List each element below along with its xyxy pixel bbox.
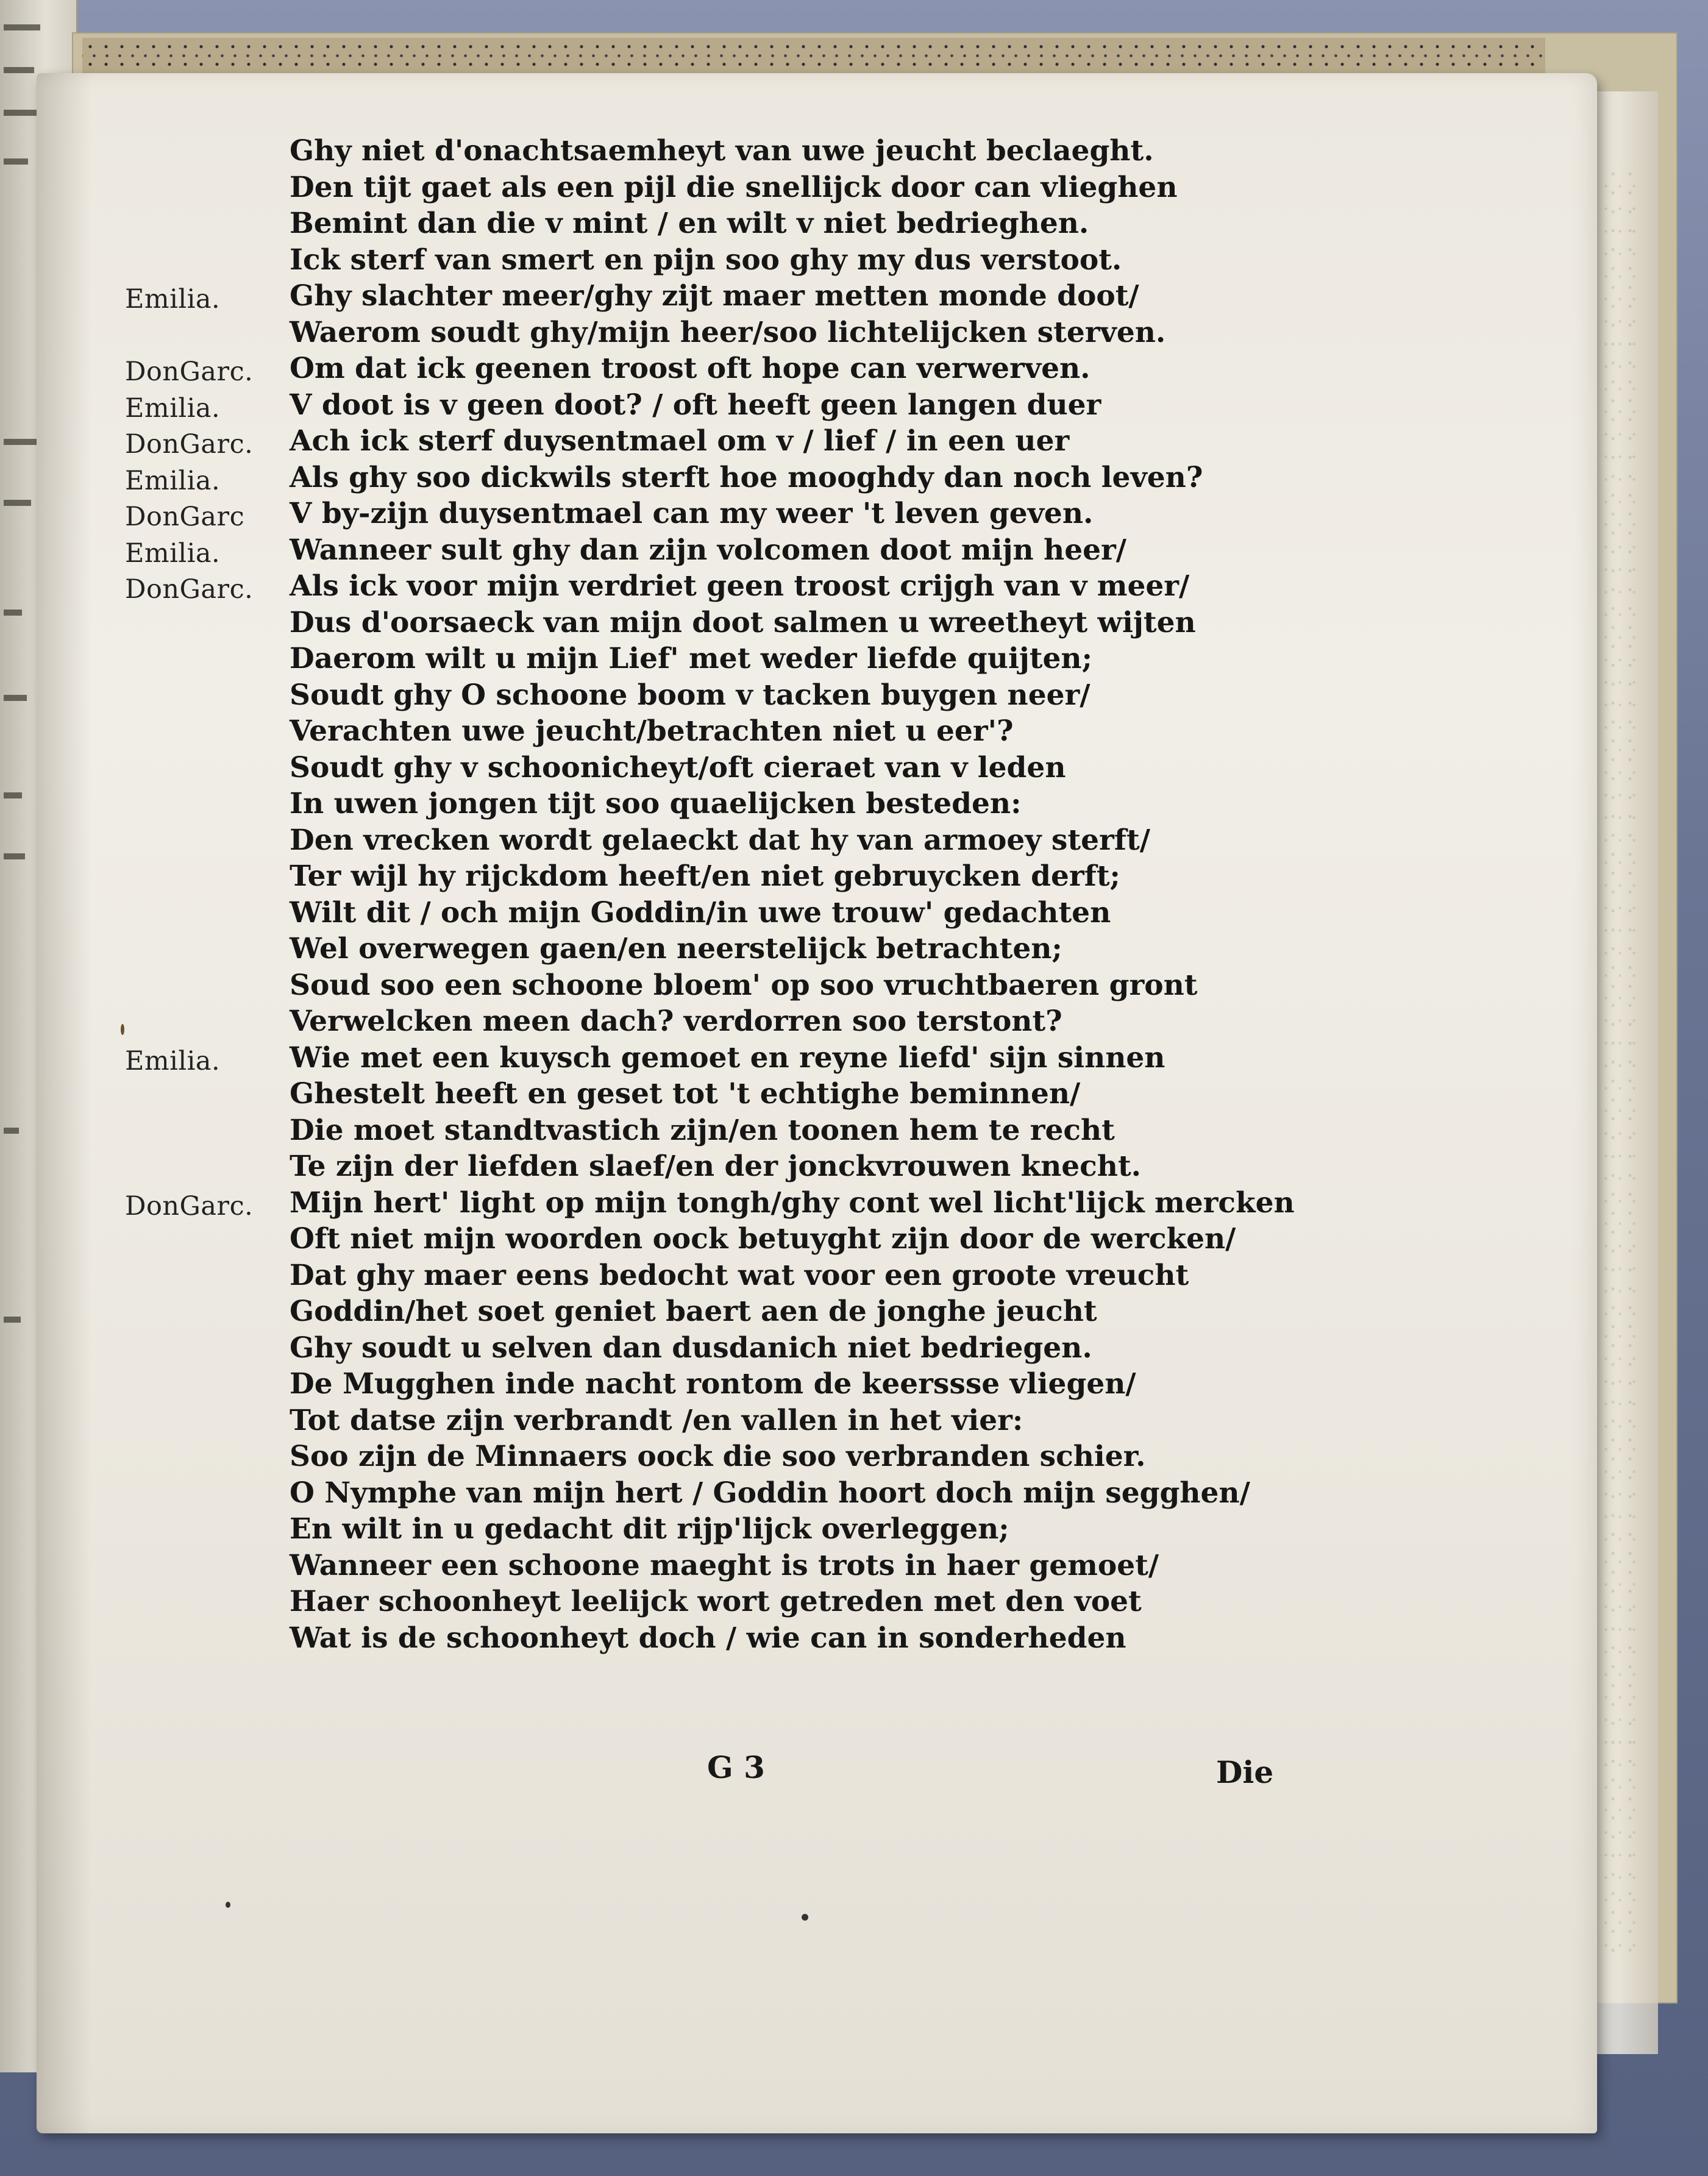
verse-line	[37, 1512, 1597, 1549]
verse-line	[37, 1440, 1597, 1476]
verse-text: O Nymphe van mijn hert / Goddin hoort doch mijn segghen/	[290, 1476, 1250, 1510]
verse-text: V doot is v geen doot? / oft heeft geen langen duer	[290, 388, 1101, 422]
verse-text: In uwen jongen tijt soo quaelijcken besteden:	[290, 787, 1022, 820]
verse-text: V by-zijn duysentmael can my weer 't leven geven.	[290, 497, 1094, 530]
verse-line	[37, 1259, 1597, 1295]
verse-line	[37, 1549, 1597, 1585]
verse-text: Wanneer sult ghy dan zijn volcomen doot mijn heer/	[290, 533, 1126, 567]
verse-text: Verwelcken meen dach? verdorren soo terstont?	[290, 1004, 1062, 1038]
verse-text: Soo zijn de Minnaers oock die soo verbranden schier.	[290, 1440, 1146, 1473]
verse-line	[37, 714, 1597, 751]
verse-line	[37, 279, 1597, 316]
verse-text: De Mugghen inde nacht rontom de keerssse vliegen/	[290, 1367, 1136, 1401]
verse-line	[37, 569, 1597, 606]
verse-line	[37, 969, 1597, 1005]
verse-line	[37, 352, 1597, 388]
verse-text: Om dat ick geenen troost oft hope can verwerven.	[290, 352, 1091, 385]
verse-text: Soudt ghy v schoonicheyt/oft cieraet van v leden	[290, 750, 1066, 784]
verse-line	[37, 1150, 1597, 1186]
verse-text: Ghy soudt u selven dan dusdanich niet bedriegen.	[290, 1331, 1092, 1365]
printed-page	[37, 73, 1597, 2133]
verse-line	[37, 424, 1597, 461]
verse-text: Te zijn der liefden slaef/en der jonckvrouwen knecht.	[290, 1150, 1142, 1183]
verse-line	[37, 388, 1597, 425]
verse-line	[37, 243, 1597, 280]
verse-text: Dus d'oorsaeck van mijn doot salmen u wreetheyt wijten	[290, 605, 1196, 639]
verse-text: Ghy slachter meer/ghy zijt maer metten monde doot/	[290, 279, 1139, 313]
verse-text: Mijn hert' light op mijn tongh/ghy cont wel licht'lijck mercken	[290, 1186, 1295, 1220]
verse-line	[37, 1585, 1597, 1621]
verse-text: Ter wijl hy rijckdom heeft/en niet gebruycken derft;	[290, 859, 1120, 893]
verse-line	[37, 497, 1597, 533]
verse-line	[37, 1004, 1597, 1041]
verse-line	[37, 823, 1597, 860]
verse-text: Den vrecken wordt gelaeckt dat hy van armoey sterft/	[290, 823, 1150, 857]
verse-line	[37, 316, 1597, 352]
verse-line	[37, 1041, 1597, 1078]
verse-line	[37, 751, 1597, 788]
verse-line	[37, 171, 1597, 207]
speaker-label: DonGarc.	[125, 429, 254, 460]
verse-line	[37, 1114, 1597, 1150]
verse-text: Ach ick sterf duysentmael om v / lief / in een uer	[290, 424, 1070, 458]
verse-text: Verachten uwe jeucht/betrachten niet u eer'?	[290, 714, 1014, 748]
verse-text: Wel overwegen gaen/en neerstelijck betrachten;	[290, 932, 1062, 965]
speaker-label: DonGarc.	[125, 357, 254, 387]
verse-line	[37, 1331, 1597, 1368]
verse-text: Soud soo een schoone bloem' op soo vruchtbaeren gront	[290, 968, 1198, 1002]
verse-line	[37, 461, 1597, 497]
verse-line	[37, 787, 1597, 823]
ink-speck	[226, 1902, 230, 1908]
verse-text: Haer schoonheyt leelijck wort getreden met den voet	[290, 1585, 1142, 1618]
verse-line	[37, 134, 1597, 171]
verse-text: Wilt dit / och mijn Goddin/in uwe trouw' gedachten	[290, 895, 1111, 930]
verse-text: Ghestelt heeft en geset tot 't echtighe beminnen/	[290, 1077, 1081, 1111]
speaker-label: Emilia.	[125, 1045, 221, 1076]
verse-line	[37, 1077, 1597, 1114]
verse-line	[37, 1404, 1597, 1440]
verse-text: Wanneer een schoone maeght is trots in haer gemoet/	[290, 1548, 1159, 1582]
verse-text: Tot datse zijn verbrandt /en vallen in het vier:	[290, 1403, 1023, 1437]
verse-line	[37, 678, 1597, 715]
signature-mark: G 3	[707, 1749, 765, 1785]
verse-text: Soudt ghy O schoone boom v tacken buygen neer/	[290, 678, 1091, 712]
verse-text: Den tijt gaet als een pijl die snellijck door can vlieghen	[290, 170, 1178, 204]
verse-line	[37, 606, 1597, 642]
verse-line	[37, 1295, 1597, 1331]
verse-text: Goddin/het soet geniet baert aen de jonghe jeucht	[290, 1295, 1097, 1328]
verse-line	[37, 207, 1597, 243]
speaker-label: DonGarc.	[125, 1190, 254, 1221]
verse-text: Oft niet mijn woorden oock betuyght zijn door de wercken/	[290, 1222, 1236, 1256]
speaker-label: Emilia.	[125, 284, 221, 315]
speaker-label: DonGarc.	[125, 574, 254, 605]
verse-line	[37, 1186, 1597, 1223]
gutter-shadow	[37, 73, 91, 2133]
verse-text: Als ghy soo dickwils sterft hoe mooghdy dan noch leven?	[290, 460, 1203, 494]
verse-line	[37, 533, 1597, 570]
speaker-label: Emilia.	[125, 393, 221, 424]
verse-text: Dat ghy maer eens bedocht wat voor een groote vreucht	[290, 1258, 1189, 1292]
verse-line	[37, 859, 1597, 896]
catchword: Die	[1216, 1754, 1274, 1790]
verse-line	[37, 896, 1597, 933]
verse-line	[37, 642, 1597, 678]
speaker-label: DonGarc	[125, 502, 245, 532]
ink-speck	[802, 1914, 808, 1921]
verse-text: Waerom soudt ghy/mijn heer/soo lichtelijcken sterven.	[290, 315, 1166, 349]
verse-text: Wat is de schoonheyt doch / wie can in sonderheden	[290, 1621, 1126, 1655]
verse-text: Wie met een kuysch gemoet en reyne liefd' sijn sinnen	[290, 1040, 1165, 1075]
verse-line	[37, 1476, 1597, 1513]
verse-text: Ick sterf van smert en pijn soo ghy my dus verstoot.	[290, 243, 1122, 277]
verse-line	[37, 1367, 1597, 1404]
ink-speck	[121, 1024, 124, 1035]
verse-text: Als ick voor mijn verdriet geen troost crijgh van v meer/	[290, 569, 1190, 603]
verse-line	[37, 1222, 1597, 1259]
verse-text: En wilt in u gedacht dit rijp'lijck overleggen;	[290, 1512, 1009, 1546]
verse-text: Bemint dan die v mint / en wilt v niet bedrieghen.	[290, 207, 1089, 240]
verse-line	[37, 932, 1597, 969]
speaker-label: Emilia.	[125, 465, 221, 496]
verse-line	[37, 1621, 1597, 1658]
verse-text: Ghy niet d'onachtsaemheyt van uwe jeucht beclaeght.	[290, 134, 1154, 168]
verse-text: Die moet standtvastich zijn/en toonen hem te recht	[290, 1113, 1115, 1147]
verse-text: Daerom wilt u mijn Lief' met weder liefde quijten;	[290, 642, 1092, 675]
speaker-label: Emilia.	[125, 538, 221, 569]
